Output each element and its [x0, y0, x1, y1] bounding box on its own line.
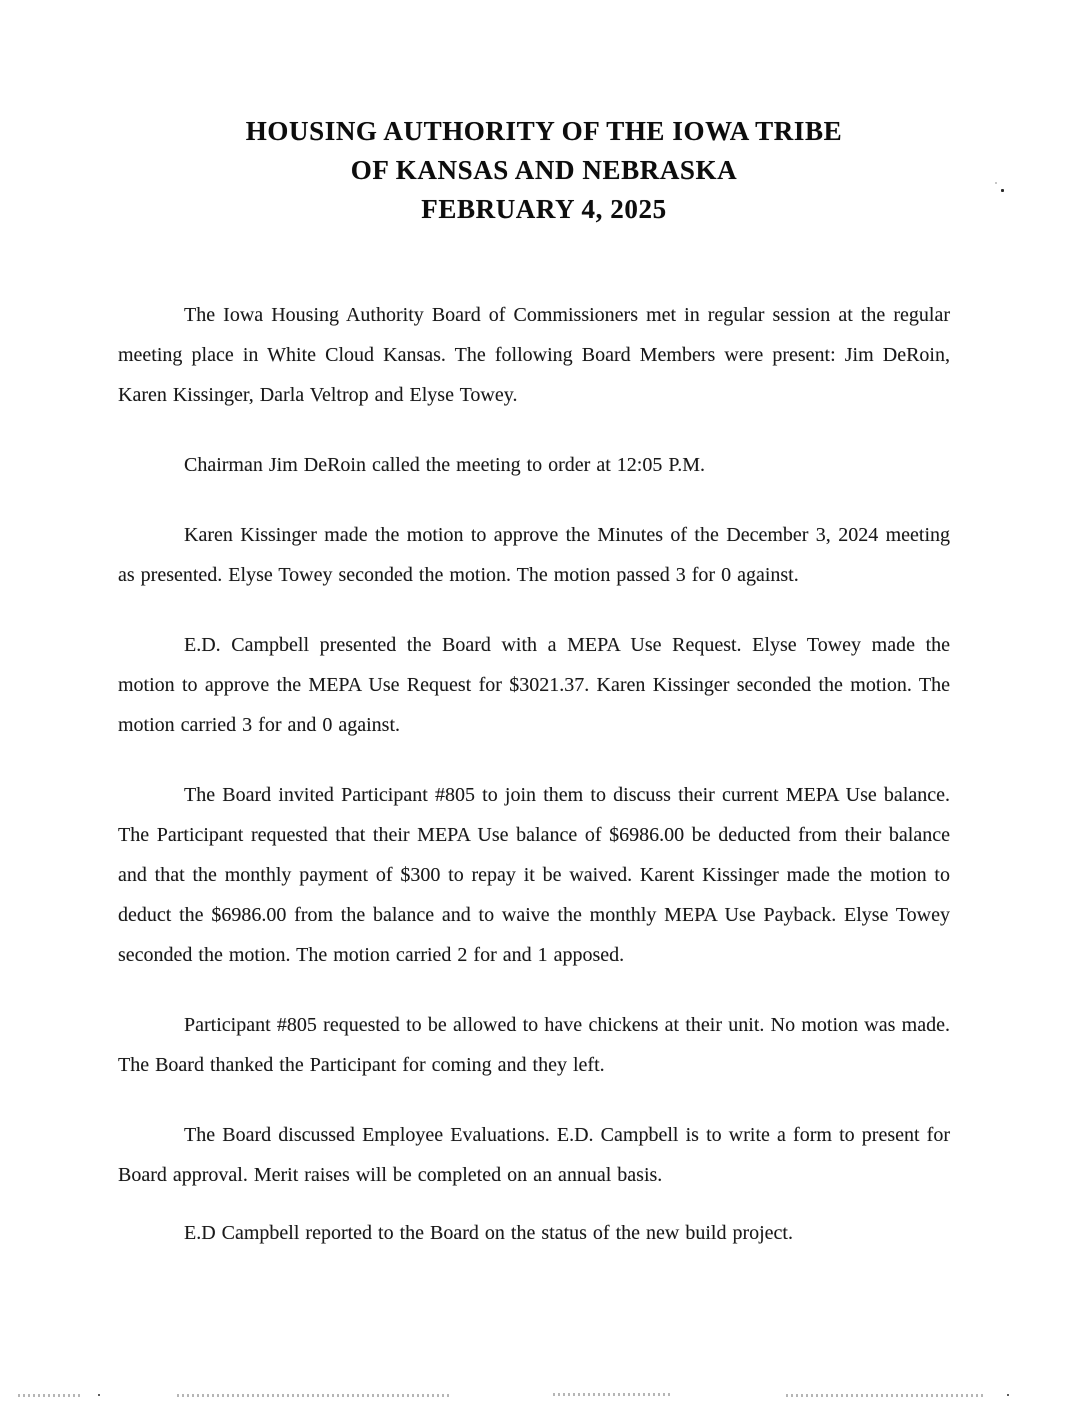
minutes-paragraph-attendance: The Iowa Housing Authority Board of Commissioners met in regular session at the regular meeting place in White Cloud Kansas. The following Board Members were present: Jim DeRoin, Karen Kissinger, Darla Veltrop and Elyse Towey.: [118, 304, 950, 406]
minutes-paragraph-employee-evaluations: The Board discussed Employee Evaluations. E.D. Campbell is to write a form to present for Board approval. Merit raises will be completed on an annual basis.: [118, 1124, 950, 1186]
minutes-paragraph-mepa-request: E.D. Campbell presented the Board with a MEPA Use Request. Elyse Towey made the motion to approve the MEPA Use Request for $3021.37. Karen Kissinger seconded the motion. The motion carried 3 for and 0 against.: [118, 634, 950, 736]
minutes-paragraph-participant-805-chickens: Participant #805 requested to be allowed to have chickens at their unit. No motion was made. The Board thanked the Participant for coming and they left.: [118, 1014, 950, 1076]
scan-artifact-line-4: [786, 1394, 986, 1397]
scan-artifact-line-1: [18, 1394, 82, 1397]
document-title-line-2: OF KANSAS AND NEBRASKA: [350, 155, 738, 185]
minutes-body: [118, 295, 950, 1253]
document-title-line-3: FEBRUARY 4, 2025: [421, 194, 667, 224]
scan-artifact-line-2: [177, 1394, 449, 1397]
minutes-paragraph-participant-805-balance: The Board invited Participant #805 to join them to discuss their current MEPA Use balance. The Participant requested that their MEPA Use balance of $6986.00 be deducted from their balance and that the monthly payment of $300 to repay it be waived. Karent Kissinger made the motion to deduct the $6986.00 from the balance and to waive the monthly MEPA Use Payback. Elyse Towey seconded the motion. The motion carried 2 for and 1 apposed.: [118, 784, 950, 966]
scan-speck: [1001, 189, 1004, 192]
document-title-line-1: HOUSING AUTHORITY OF THE IOWA TRIBE: [245, 116, 843, 146]
scan-artifact-line-3: [553, 1393, 671, 1396]
minutes-paragraph-call-to-order: Chairman Jim DeRoin called the meeting to order at 12:05 P.M.: [184, 454, 706, 476]
minutes-paragraph-new-build-project: E.D Campbell reported to the Board on the status of the new build project.: [184, 1222, 793, 1244]
minutes-paragraph-minutes-approval: Karen Kissinger made the motion to approve the Minutes of the December 3, 2024 meeting as presented. Elyse Towey seconded the motion. The motion passed 3 for 0 against.: [118, 524, 950, 586]
scan-artifact-dot-1: [98, 1394, 100, 1396]
scan-artifact-dot-2: [1007, 1394, 1009, 1396]
document-title: [0, 112, 1088, 229]
scan-speck-faint: [995, 182, 997, 184]
